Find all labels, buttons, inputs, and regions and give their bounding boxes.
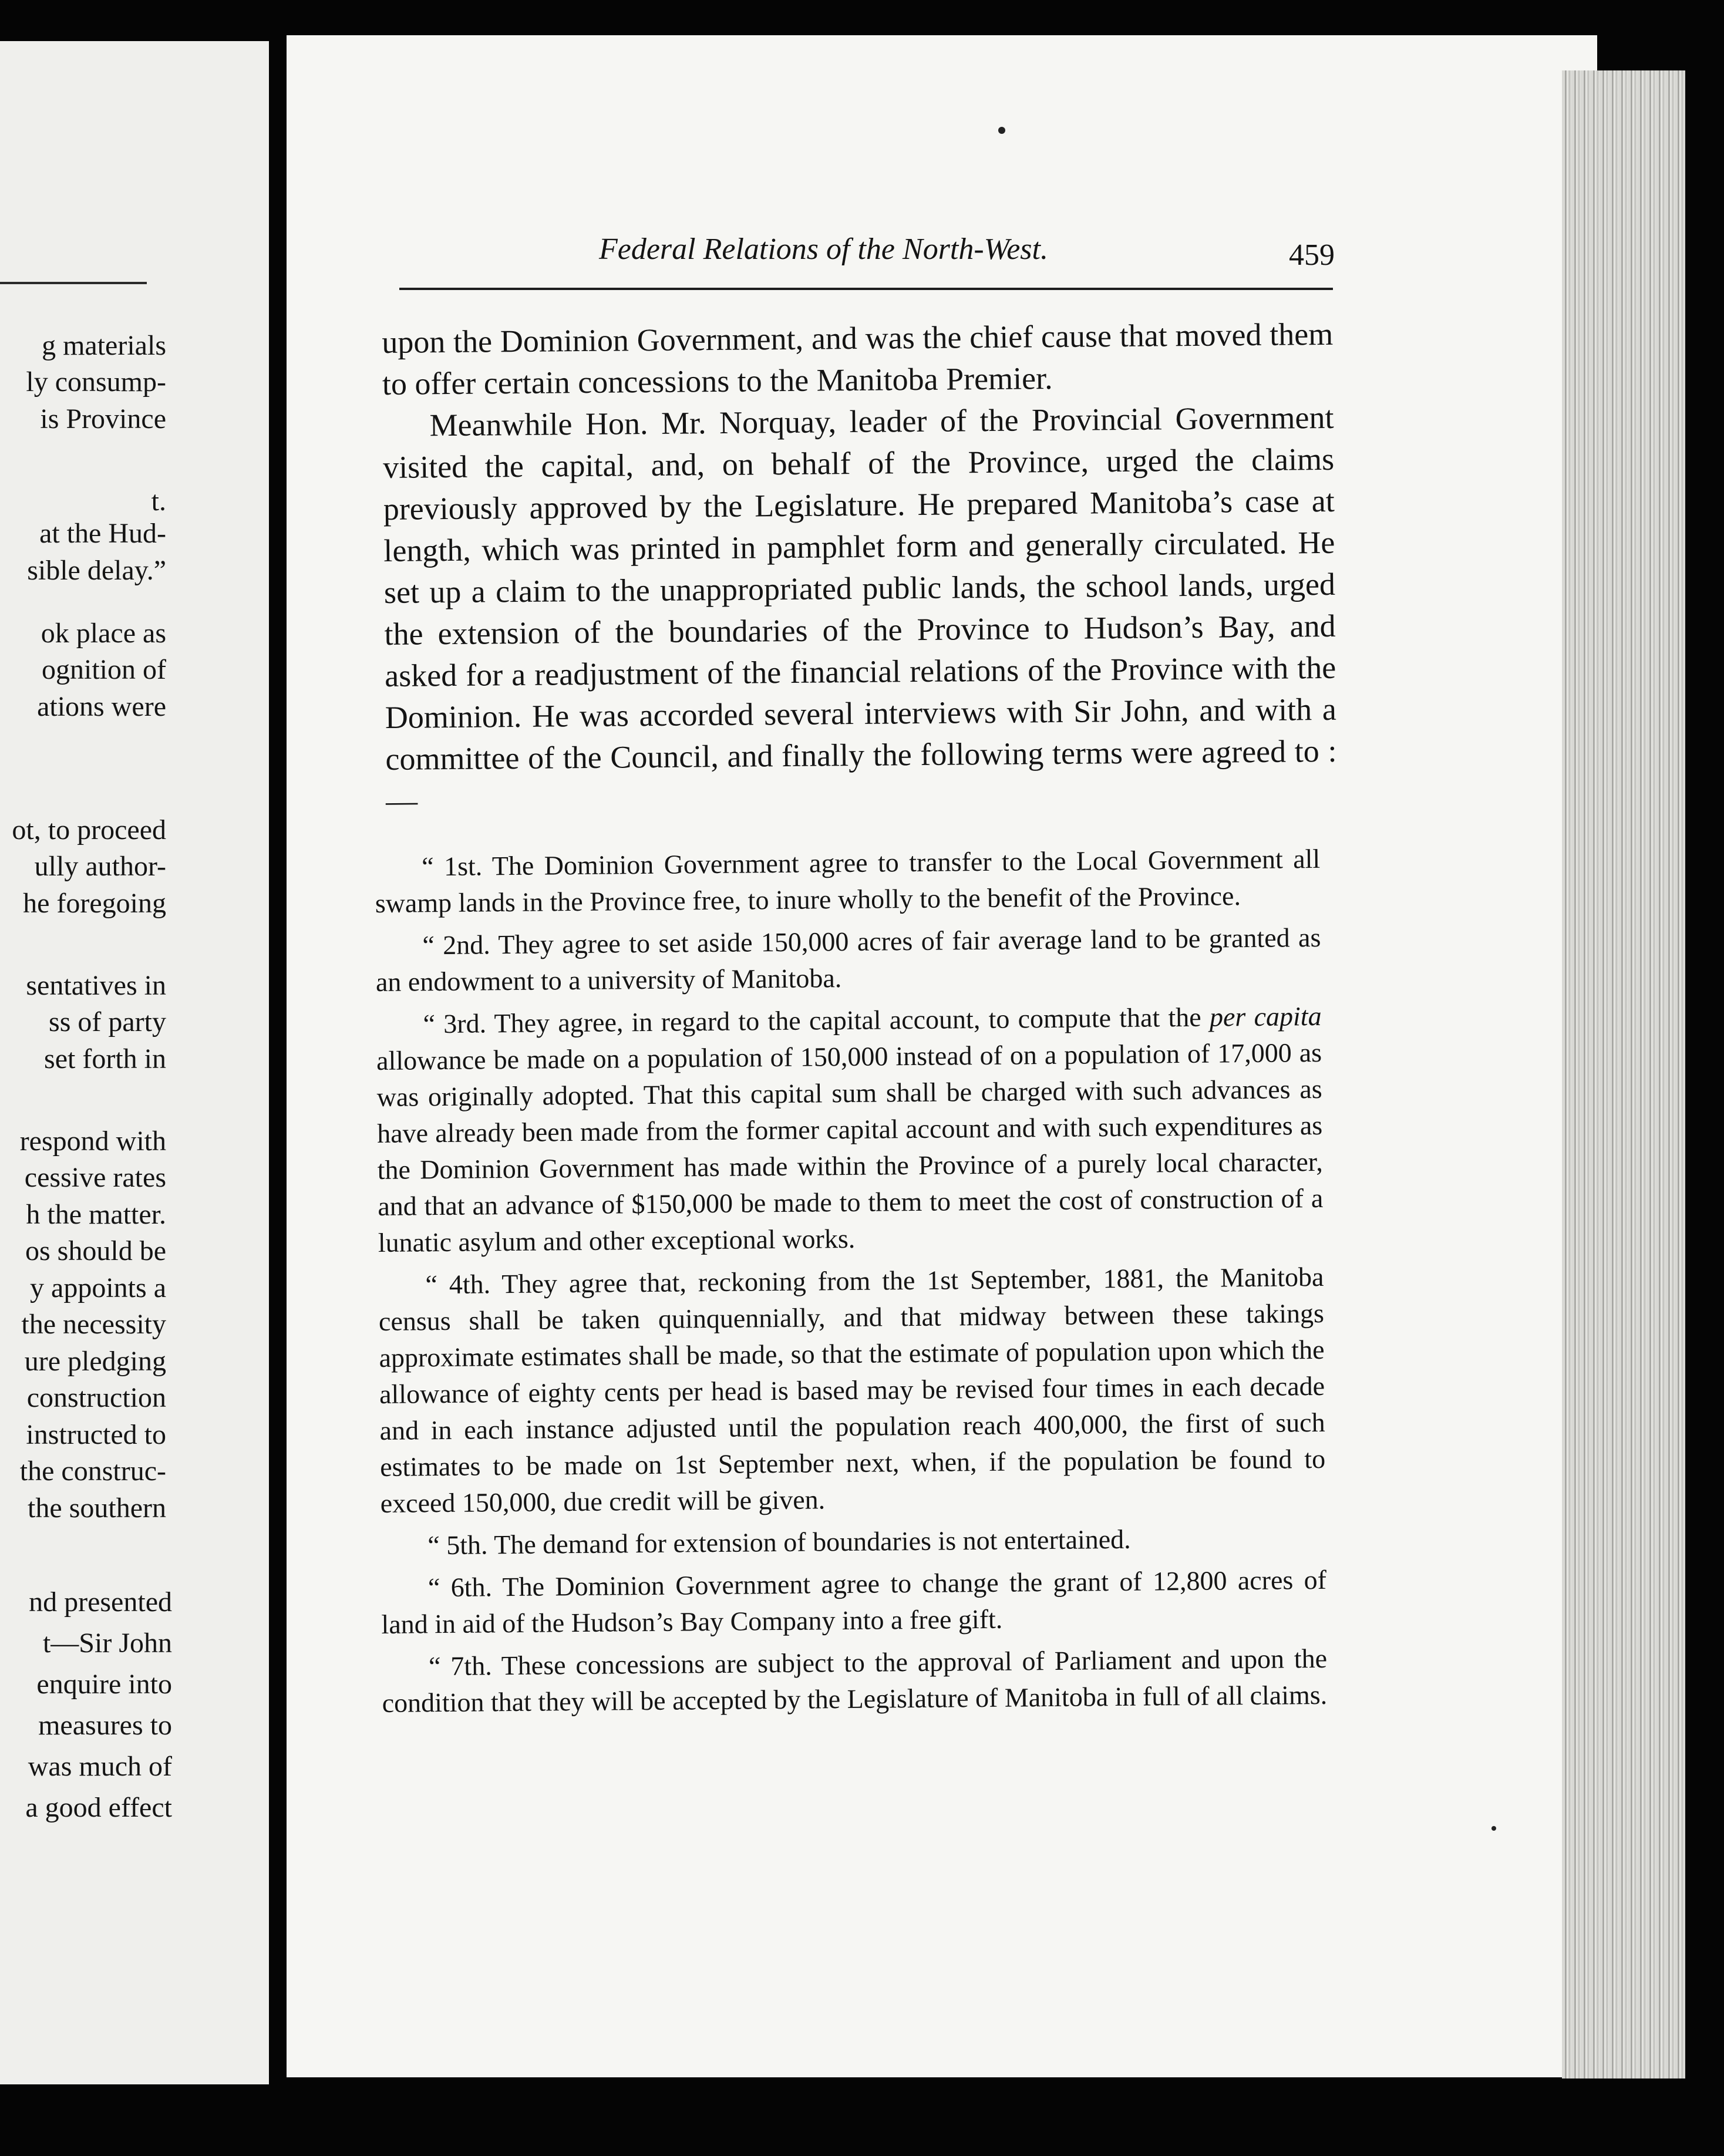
left-page-text-fragment: respond with: [19, 1126, 166, 1157]
running-header: Federal Relations of the North-West.: [599, 233, 1048, 266]
term-3-start: “ 3rd. They agree, in regard to the capital account, to compute that the: [423, 1002, 1201, 1039]
left-page-text-fragment: ognition of: [42, 654, 166, 685]
page-edges: [1562, 70, 1685, 2078]
header-rule: [399, 288, 1333, 290]
left-page-text-fragment: the construc-: [19, 1456, 166, 1487]
speck-mark: [998, 127, 1005, 134]
left-page-text-fragment: os should be: [25, 1235, 166, 1266]
left-page-text-fragment: at the Hud-: [39, 518, 166, 549]
left-page-text-fragment: construction: [26, 1382, 166, 1413]
left-page-text-fragment: sentatives in: [26, 970, 166, 1001]
left-page-text-fragment: sible delay.”: [27, 555, 166, 586]
left-page-text-fragment: the southern: [28, 1493, 166, 1524]
paragraph-continuation: upon the Dominion Government, and was the chief cause that moved them to offer certain concessions to the Manitoba Premier.: [382, 316, 1334, 402]
left-page-text-fragment: t—Sir John: [42, 1628, 172, 1659]
left-page-text-fragment: ly consump-: [26, 366, 166, 397]
left-page-text-fragment: is Province: [40, 403, 166, 434]
left-page-text-fragment: cessive rates: [24, 1162, 166, 1193]
term-3: [376, 998, 1324, 1261]
left-page-text-fragment: was much of: [28, 1751, 172, 1782]
left-page-text-fragment: he foregoing: [23, 888, 166, 919]
left-page-text-fragment: g materials: [42, 330, 166, 361]
left-page-text-fragments: [0, 41, 269, 2084]
terms-list: [375, 841, 1328, 1727]
left-page-text-fragment: instructed to: [26, 1419, 166, 1450]
term-6: “ 6th. The Dominion Government agree to change the grant of 12,800 acres of land in aid of the Hudson’s Bay Company into a free gift.: [381, 1564, 1327, 1639]
term-7: “ 7th. These concessions are subject to the approval of Parliament and upon the condition that they will be accepted by the Legislature of Manitoba in full of all claims.: [382, 1643, 1328, 1718]
term-1: “ 1st. The Dominion Government agree to transfer to the Local Government all swamp lands in the Province free, to inure wholly to the benefit of the Province.: [375, 843, 1321, 918]
left-page-text-fragment: enquire into: [36, 1669, 172, 1700]
left-page-text-fragment: set forth in: [44, 1043, 166, 1074]
term-5: “ 5th. The demand for extension of boundaries is not entertained.: [427, 1524, 1131, 1561]
term-3-rest: allowance be made on a population of 150,000 instead of on a population of 17,000 as was originally adopted. That this capital sum shall be charged with such advances as have already been made from the former capital account and with such expenditures as the Dominion Government has made within the Province of a purely local character, and that an advance of $150,000 be made to them to meet the cost of construction of a lunatic asylum and other exceptional works.: [376, 1037, 1324, 1258]
left-page-text-fragment: ure pledging: [24, 1346, 166, 1377]
left-page-text-fragment: nd presented: [29, 1586, 172, 1618]
left-page-text-fragment: the necessity: [21, 1309, 166, 1340]
left-page-text-fragment: ully author-: [34, 851, 166, 882]
body-text: [382, 314, 1337, 822]
left-facing-page: [0, 41, 269, 2084]
paragraph-norquay: Meanwhile Hon. Mr. Norquay, leader of the Provincial Government visited the capital, and, on behalf of the Province, urged the claims previously approved by the Legislature. He prepared Manitoba’s case at length, which was printed in pamphlet form and generally circulated. He set up a claim to the unappropriated public lands, the school lands, urged the extension of the boundaries of the Province to Hudson’s Bay, and asked for a readjustment of the financial relations of the Province with the Dominion. He was accorded several interviews with Sir John, and with a committee of the Council, and finally the following terms were agreed to :—: [382, 399, 1337, 818]
left-page-text-fragment: ok place as: [41, 618, 166, 649]
left-page-text-fragment: t.: [151, 486, 166, 517]
left-page-text-fragment: measures to: [38, 1710, 172, 1741]
left-page-text-fragment: ss of party: [49, 1006, 166, 1037]
page-number: 459: [1289, 238, 1335, 272]
left-page-text-fragment: ations were: [37, 691, 166, 722]
speck-mark: [1491, 1826, 1496, 1831]
left-page-text-fragment: a good effect: [25, 1792, 172, 1823]
left-page-text-fragment: ot, to proceed: [12, 814, 166, 845]
term-3-latin: per capita: [1209, 1000, 1322, 1032]
term-2: “ 2nd. They agree to set aside 150,000 acres of fair average land to be granted as an endowment to a university of Manitoba.: [375, 922, 1321, 997]
book-gutter: [269, 35, 287, 2102]
term-4: “ 4th. They agree that, reckoning from the 1st September, 1881, the Manitoba census shall be taken quinquennially, and that midway between these takings approximate estimates shall be made, so that the estimate of population upon which the allowance of eighty cents per head is based may be revised four times in each decade and in each instance adjusted until the population reach 400,000, the first of such estimates to be made on 1st September next, when, if the population be found to exceed 150,000, due credit will be given.: [378, 1261, 1326, 1518]
left-page-text-fragment: h the matter.: [26, 1199, 166, 1230]
left-page-text-fragment: y appoints a: [30, 1272, 166, 1303]
